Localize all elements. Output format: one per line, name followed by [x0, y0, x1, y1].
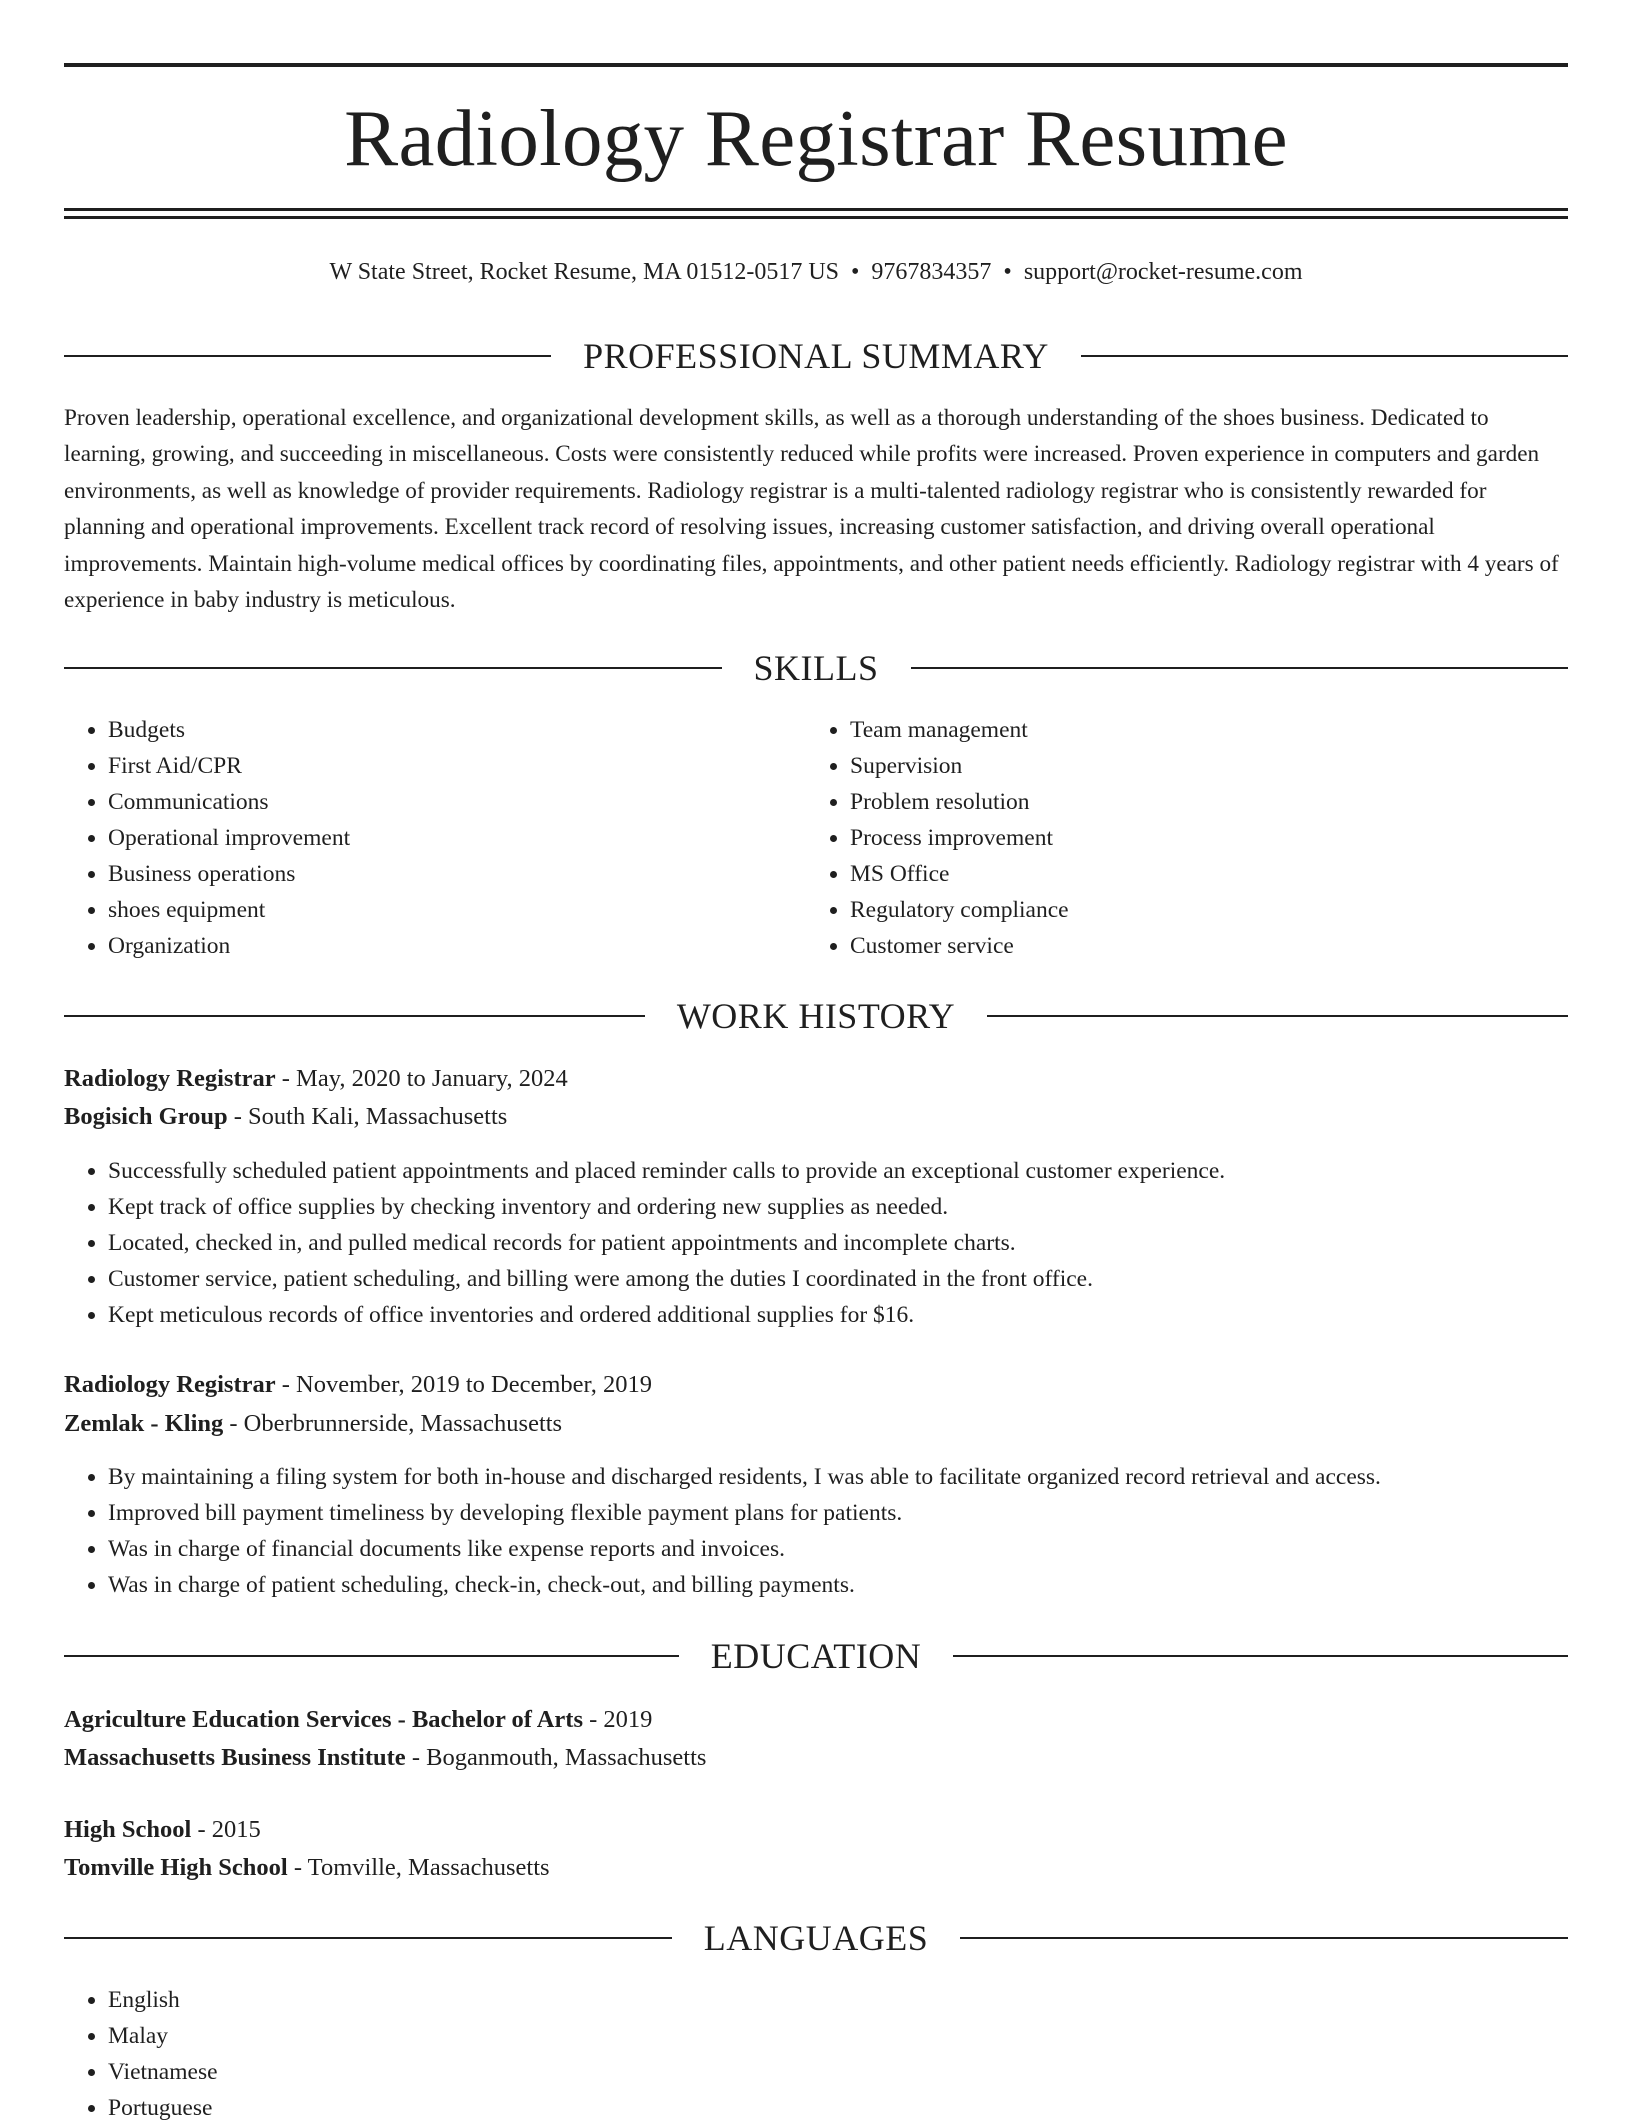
section-title: EDUCATION [710, 1636, 922, 1676]
section-header-work-history [64, 994, 1568, 1038]
section-header-education [64, 1634, 1568, 1678]
contact-phone: 9767834357 [871, 259, 992, 285]
job-title-line [64, 1060, 1568, 1098]
education-school-line [64, 1739, 1568, 1777]
job-title-line [64, 1366, 1568, 1404]
skills-list-left [64, 712, 808, 964]
skill-item: • Budgets [108, 712, 808, 748]
education-year: - 2019 [582, 1706, 653, 1733]
skill-item: • Customer service [850, 928, 1550, 964]
job-title: Radiology Registrar [64, 1371, 276, 1398]
education-degree: High School [64, 1816, 192, 1843]
job-duty-item: • Kept meticulous records of office inventories and ordered additional supplies for $16. [108, 1297, 1568, 1333]
education-location: - Boganmouth, Massachusetts [405, 1744, 707, 1771]
skill-item: • First Aid/CPR [108, 748, 808, 784]
section-title: LANGUAGES [703, 1918, 929, 1958]
section-header-summary [64, 334, 1568, 378]
section-rule-left [64, 667, 722, 669]
contact-separator: • [851, 259, 860, 285]
section-rule-right [953, 1655, 1568, 1657]
job-duties-list [64, 1459, 1568, 1603]
skills-list-right [806, 712, 1550, 964]
section-rule-left [64, 1655, 679, 1657]
job-company-line [64, 1405, 1568, 1443]
job-company: Zemlak - Kling [64, 1410, 224, 1437]
language-item: • Vietnamese [108, 2054, 808, 2090]
education-location: - Tomville, Massachusetts [287, 1854, 550, 1881]
job-company-line [64, 1098, 1568, 1136]
education-school: Tomville High School [64, 1854, 288, 1881]
job-duty-item: • Successfully scheduled patient appointments and placed reminder calls to provide an exceptional customer experience. [108, 1153, 1568, 1189]
job-duties-list [64, 1153, 1568, 1333]
language-item: • Malay [108, 2018, 808, 2054]
education-school-line [64, 1849, 1568, 1887]
job-company: Bogisich Group [64, 1103, 228, 1130]
education-degree: Agriculture Education Services - Bachelor of Arts [64, 1706, 583, 1733]
section-rule-right [987, 1015, 1568, 1017]
title-double-rule-upper [64, 208, 1568, 211]
skill-item: • Operational improvement [108, 820, 808, 856]
job-dates: - May, 2020 to January, 2024 [275, 1065, 568, 1092]
job-duty-item: • By maintaining a filing system for both in-house and discharged residents, I was able to facilitate organized record retrieval and access. [108, 1459, 1568, 1495]
job-location: - Oberbrunnerside, Massachusetts [223, 1410, 563, 1437]
section-title: WORK HISTORY [676, 996, 956, 1036]
contact-line [64, 255, 1568, 289]
contact-email: support@rocket-resume.com [1023, 259, 1303, 285]
languages-list [64, 1982, 808, 2126]
top-rule [64, 63, 1568, 67]
title-double-rule-lower [64, 216, 1568, 219]
job-duty-item: • Located, checked in, and pulled medical records for patient appointments and incomplete charts. [108, 1225, 1568, 1261]
education-degree-line [64, 1811, 1568, 1849]
section-rule-left [64, 1937, 672, 1939]
skill-item: • Problem resolution [850, 784, 1550, 820]
section-header-languages [64, 1916, 1568, 1960]
job-duty-item: • Improved bill payment timeliness by developing flexible payment plans for patients. [108, 1495, 1568, 1531]
skill-item: • Business operations [108, 856, 808, 892]
skill-item: • Supervision [850, 748, 1550, 784]
skill-item: • Regulatory compliance [850, 892, 1550, 928]
education-degree-line [64, 1701, 1568, 1739]
education-year: - 2015 [191, 1816, 261, 1843]
section-rule-right [911, 667, 1569, 669]
summary-text: Proven leadership, operational excellence, and organizational development skills, as well as a thorough understanding of the shoes business. Dedicated to learning, growing, and succeeding in miscellaneous. Costs were consistently reduced while profits were increased. Proven experience in computers and garden environments, as well as knowledge of provider requirements. Radiology registrar is a multi-talented radiology registrar who is consistently rewarded for planning and operational improvements. Excellent track record of resolving issues, increasing customer satisfaction, and driving overall operational improvements. Maintain high-volume medical offices by coordinating files, appointments, and other patient needs efficiently. Radiology registrar with 4 years of experience in baby industry is meticulous. [64, 405, 1559, 614]
language-item: • English [108, 1982, 808, 2018]
resume-title: Radiology Registrar Resume [344, 93, 1288, 183]
skill-item: • Communications [108, 784, 808, 820]
job-duty-item: • Was in charge of patient scheduling, check-in, check-out, and billing payments. [108, 1567, 1568, 1603]
job-duty-item: • Was in charge of financial documents like expense reports and invoices. [108, 1531, 1568, 1567]
job-title: Radiology Registrar [64, 1065, 276, 1092]
contact-address: W State Street, Rocket Resume, MA 01512-0517 US [329, 259, 839, 285]
job-duty-item: • Kept track of office supplies by checking inventory and ordering new supplies as needed. [108, 1189, 1568, 1225]
section-rule-right [1081, 355, 1568, 357]
language-item: • Portuguese [108, 2090, 808, 2126]
section-header-skills [64, 646, 1568, 690]
section-rule-right [960, 1937, 1568, 1939]
section-rule-left [64, 1015, 645, 1017]
skill-item: • MS Office [850, 856, 1550, 892]
contact-separator: • [1003, 259, 1012, 285]
job-location: - South Kali, Massachusetts [227, 1103, 508, 1130]
skill-item: • Organization [108, 928, 808, 964]
skill-item: • Team management [850, 712, 1550, 748]
section-title: PROFESSIONAL SUMMARY [583, 336, 1049, 376]
section-title: SKILLS [753, 648, 879, 688]
section-rule-left [64, 355, 551, 357]
skill-item: • Process improvement [850, 820, 1550, 856]
job-dates: - November, 2019 to December, 2019 [275, 1371, 652, 1398]
job-duty-item: • Customer service, patient scheduling, and billing were among the duties I coordinated in the front office. [108, 1261, 1568, 1297]
education-school: Massachusetts Business Institute [64, 1744, 406, 1771]
skill-item: • shoes equipment [108, 892, 808, 928]
